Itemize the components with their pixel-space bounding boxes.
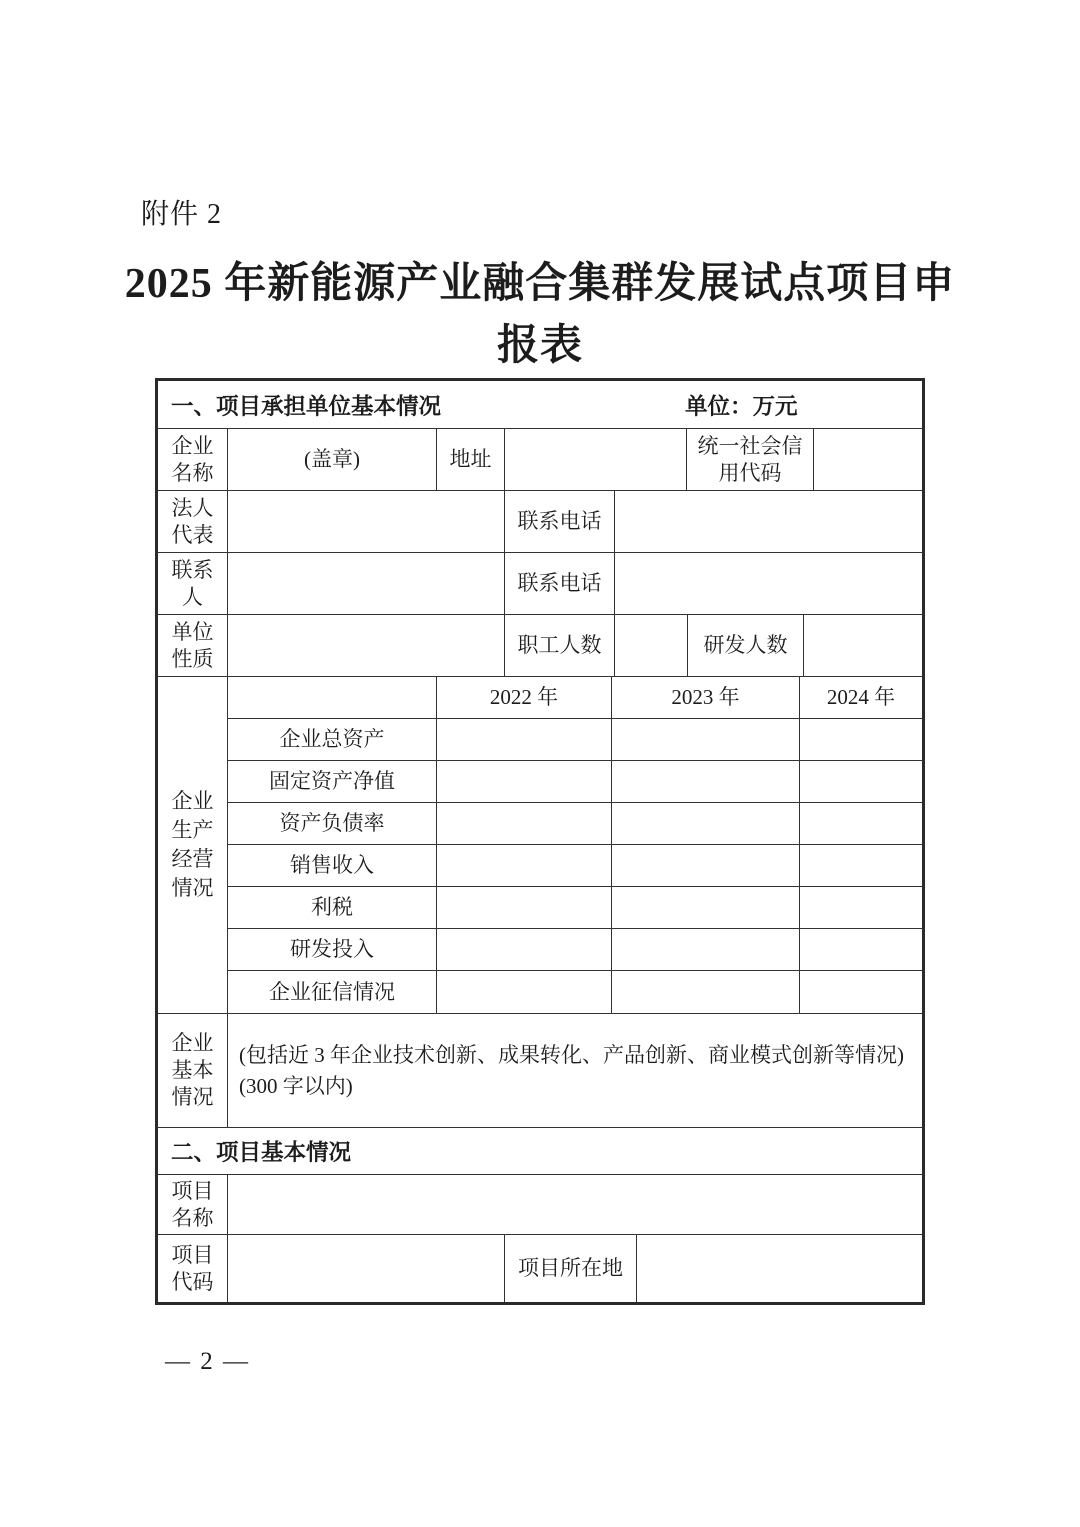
project-code-row bbox=[158, 1235, 922, 1302]
unit-note: 单位：万元 bbox=[685, 393, 798, 419]
contact-person-row bbox=[158, 553, 922, 615]
year-header-spacer-cell bbox=[228, 677, 437, 718]
metric-row-debt-ratio bbox=[228, 803, 922, 845]
application-form-table bbox=[155, 378, 925, 1305]
legal-representative-label: 法人代表 bbox=[158, 491, 228, 552]
staff-count-label: 职工人数 bbox=[505, 615, 615, 676]
unit-nature-label: 单位性质 bbox=[158, 615, 228, 676]
credit-code-value-cell bbox=[814, 429, 922, 490]
contact-person-value-cell bbox=[228, 553, 505, 614]
project-location-label: 项目所在地 bbox=[505, 1235, 637, 1302]
metric-2022-value-cell bbox=[437, 719, 612, 760]
metric-2024-value-cell bbox=[800, 929, 922, 970]
metric-row-rd-investment bbox=[228, 929, 922, 971]
page-number: — 2 — bbox=[165, 1348, 250, 1375]
production-grid bbox=[228, 677, 922, 1013]
metric-2024-value-cell bbox=[800, 845, 922, 886]
address-label: 地址 bbox=[437, 429, 505, 490]
project-name-label: 项目名称 bbox=[158, 1175, 228, 1234]
project-location-value-cell bbox=[637, 1235, 922, 1302]
document-title bbox=[0, 253, 1080, 377]
metric-label: 利税 bbox=[228, 887, 437, 928]
company-profile-hint bbox=[228, 1014, 922, 1127]
metric-2022-value-cell bbox=[437, 929, 612, 970]
production-block-label: 企业生产经营情况 bbox=[158, 677, 228, 1013]
metric-2023-value-cell bbox=[612, 971, 800, 1013]
project-code-value-cell bbox=[228, 1235, 505, 1302]
staff-count-value-cell bbox=[615, 615, 688, 676]
production-block bbox=[158, 677, 922, 1014]
metric-2023-value-cell bbox=[612, 803, 800, 844]
metric-2023-value-cell bbox=[612, 929, 800, 970]
contact-phone-label: 联系电话 bbox=[505, 553, 615, 614]
project-code-label: 项目代码 bbox=[158, 1235, 228, 1302]
metric-2024-value-cell bbox=[800, 761, 922, 802]
year-header-2022: 2022 年 bbox=[437, 677, 612, 718]
metric-2022-value-cell bbox=[437, 971, 612, 1013]
metric-row-sales-revenue bbox=[228, 845, 922, 887]
legal-representative-value-cell bbox=[228, 491, 505, 552]
metric-row-credit-status bbox=[228, 971, 922, 1013]
legal-representative-row bbox=[158, 491, 922, 553]
document-title-line2: 报表 bbox=[496, 323, 583, 369]
metric-label: 销售收入 bbox=[228, 845, 437, 886]
section-two-header-row bbox=[158, 1128, 922, 1175]
company-name-label: 企业名称 bbox=[158, 429, 228, 490]
year-header-2023: 2023 年 bbox=[612, 677, 800, 718]
rd-count-label: 研发人数 bbox=[688, 615, 804, 676]
legal-phone-value-cell bbox=[615, 491, 922, 552]
company-profile-hint-line2: (300 字以内) bbox=[239, 1073, 353, 1098]
metric-2022-value-cell bbox=[437, 803, 612, 844]
company-seal-note: (盖章) bbox=[228, 429, 437, 490]
company-name-row bbox=[158, 429, 922, 491]
project-name-row bbox=[158, 1175, 922, 1235]
document-title-line1: 2025 年新能源产业融合集群发展试点项目申 bbox=[124, 261, 956, 307]
metric-label: 研发投入 bbox=[228, 929, 437, 970]
contact-person-label: 联系人 bbox=[158, 553, 228, 614]
project-name-value-cell bbox=[228, 1175, 922, 1234]
address-value-cell bbox=[505, 429, 687, 490]
metric-2022-value-cell bbox=[437, 761, 612, 802]
metric-row-fixed-assets bbox=[228, 761, 922, 803]
contact-phone-value-cell bbox=[615, 553, 922, 614]
legal-phone-label: 联系电话 bbox=[505, 491, 615, 552]
unit-nature-value-cell bbox=[228, 615, 505, 676]
credit-code-label: 统一社会信用代码 bbox=[687, 429, 814, 490]
metric-2024-value-cell bbox=[800, 719, 922, 760]
metric-label: 企业征信情况 bbox=[228, 971, 437, 1013]
metric-2024-value-cell bbox=[800, 971, 922, 1013]
metric-2023-value-cell bbox=[612, 761, 800, 802]
metric-2022-value-cell bbox=[437, 845, 612, 886]
metric-label: 固定资产净值 bbox=[228, 761, 437, 802]
metric-row-total-assets bbox=[228, 719, 922, 761]
rd-count-value-cell bbox=[804, 615, 922, 676]
year-header-row bbox=[228, 677, 922, 719]
metric-2023-value-cell bbox=[612, 845, 800, 886]
metric-2024-value-cell bbox=[800, 887, 922, 928]
metric-2022-value-cell bbox=[437, 887, 612, 928]
metric-2023-value-cell bbox=[612, 719, 800, 760]
metric-label: 企业总资产 bbox=[228, 719, 437, 760]
section-one-title: 一、项目承担单位基本情况 bbox=[171, 393, 442, 419]
attachment-label: 附件 2 bbox=[141, 199, 223, 230]
year-header-2024: 2024 年 bbox=[826, 685, 896, 709]
unit-nature-row bbox=[158, 615, 922, 677]
company-profile-row bbox=[158, 1014, 922, 1128]
company-profile-label: 企业基本情况 bbox=[158, 1014, 228, 1127]
metric-row-profit-tax bbox=[228, 887, 922, 929]
section-two-title: 二、项目基本情况 bbox=[171, 1140, 352, 1165]
metric-label: 资产负债率 bbox=[228, 803, 437, 844]
company-profile-hint-line1: (包括近 3 年企业技术创新、成果转化、产品创新、商业模式创新等情况) bbox=[239, 1042, 904, 1067]
metric-2024-value-cell bbox=[800, 803, 922, 844]
section-one-header-row bbox=[158, 381, 922, 429]
metric-2023-value-cell bbox=[612, 887, 800, 928]
